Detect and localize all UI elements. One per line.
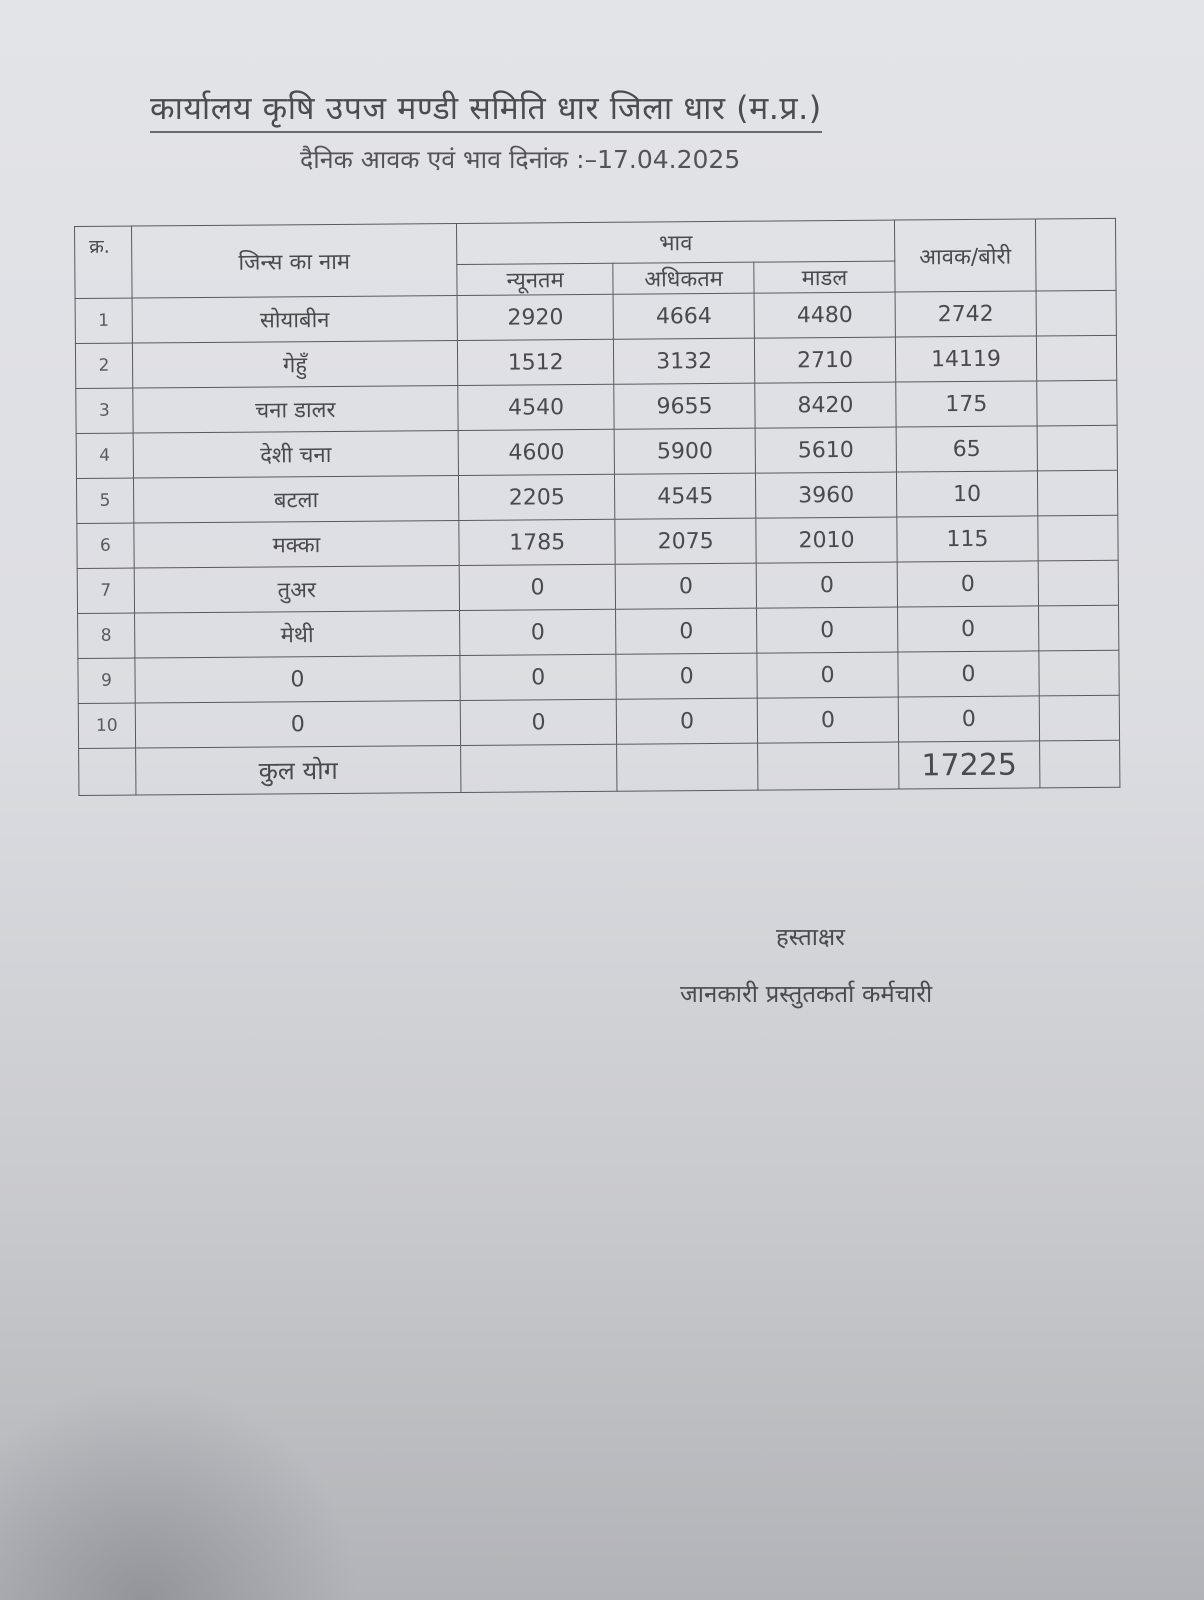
row-sn: 7 xyxy=(77,568,134,613)
total-min-blank xyxy=(461,744,617,792)
total-arrival: 17225 xyxy=(899,741,1040,789)
table-row xyxy=(75,290,1116,343)
total-extra-blank xyxy=(1039,740,1119,788)
row-commodity: 0 xyxy=(135,655,461,703)
row-min-price: 2205 xyxy=(459,474,615,520)
row-sn: 2 xyxy=(75,343,132,388)
row-commodity: देशी चना xyxy=(133,430,459,478)
header-model: माडल xyxy=(754,261,895,293)
table-row xyxy=(75,335,1116,388)
row-min-price: 4600 xyxy=(458,429,614,475)
row-arrival: 10 xyxy=(896,471,1037,517)
row-arrival: 115 xyxy=(897,516,1038,562)
row-max-price: 2075 xyxy=(615,518,756,564)
row-sn: 9 xyxy=(78,658,135,703)
report-subtitle: दैनिक आवक एवं भाव दिनांक :–17.04.2025 xyxy=(300,145,741,174)
row-commodity: चना डालर xyxy=(133,385,459,433)
row-sn: 10 xyxy=(78,703,135,748)
row-max-price: 0 xyxy=(616,608,757,654)
row-commodity: सोयाबीन xyxy=(132,295,458,343)
row-arrival: 0 xyxy=(897,561,1038,607)
table-row xyxy=(76,425,1117,478)
row-sn: 6 xyxy=(77,523,134,568)
row-blank xyxy=(1039,695,1119,741)
row-blank xyxy=(1038,515,1118,561)
signatory-designation: जानकारी प्रस्तुतकर्ता कर्मचारी xyxy=(680,980,933,1008)
row-model-price: 5610 xyxy=(755,427,896,473)
photo-shadow xyxy=(0,1380,360,1600)
table-row xyxy=(78,650,1119,703)
row-commodity: मक्का xyxy=(134,520,460,568)
header-arrival: आवक/बोरी xyxy=(894,219,1035,292)
row-arrival: 0 xyxy=(898,606,1039,652)
row-sn: 4 xyxy=(76,433,133,478)
row-max-price: 0 xyxy=(615,563,756,609)
header-blank xyxy=(1035,218,1116,291)
row-blank xyxy=(1036,335,1116,381)
row-blank xyxy=(1037,380,1117,426)
signature-label: हस्ताक्षर xyxy=(776,923,845,951)
row-min-price: 0 xyxy=(460,699,616,745)
row-blank xyxy=(1038,605,1118,651)
total-label: कुल योग xyxy=(135,745,461,795)
row-max-price: 3132 xyxy=(614,338,755,384)
row-model-price: 2010 xyxy=(756,517,897,563)
row-sn: 5 xyxy=(76,478,133,523)
total-model-blank xyxy=(758,742,899,790)
row-arrival: 14119 xyxy=(895,336,1036,382)
row-min-price: 0 xyxy=(460,609,616,655)
header-max: अधिकतम xyxy=(613,262,754,294)
row-sn: 1 xyxy=(75,298,132,343)
row-arrival: 65 xyxy=(896,426,1037,472)
row-min-price: 4540 xyxy=(458,384,614,430)
table-row xyxy=(78,695,1119,748)
row-commodity: गेहुँ xyxy=(132,340,458,388)
row-min-price: 1512 xyxy=(458,339,614,385)
row-blank xyxy=(1037,425,1117,471)
row-model-price: 3960 xyxy=(756,472,897,518)
row-max-price: 9655 xyxy=(614,383,755,429)
row-min-price: 0 xyxy=(460,654,616,700)
row-model-price: 2710 xyxy=(755,337,896,383)
row-max-price: 0 xyxy=(616,698,757,744)
row-arrival: 175 xyxy=(896,381,1037,427)
row-model-price: 0 xyxy=(757,652,898,698)
row-min-price: 1785 xyxy=(459,519,615,565)
row-commodity: 0 xyxy=(135,700,461,748)
row-blank xyxy=(1037,470,1117,516)
table-row xyxy=(77,515,1118,568)
row-max-price: 5900 xyxy=(614,428,755,474)
row-model-price: 4480 xyxy=(754,292,895,338)
total-max-blank xyxy=(617,743,758,791)
header-commodity-name: जिन्स का नाम xyxy=(131,223,457,298)
header-min: न्यूनतम xyxy=(457,263,613,295)
row-max-price: 4545 xyxy=(615,473,756,519)
table-row xyxy=(76,470,1117,523)
total-row xyxy=(79,740,1120,795)
row-blank xyxy=(1038,560,1118,606)
row-model-price: 0 xyxy=(757,607,898,653)
row-model-price: 0 xyxy=(757,697,898,743)
table-row xyxy=(78,605,1119,658)
row-arrival: 0 xyxy=(898,696,1039,742)
row-commodity: बटला xyxy=(133,475,459,523)
signature-block xyxy=(680,920,932,1010)
rates-table xyxy=(74,218,1120,796)
row-max-price: 4664 xyxy=(613,293,754,339)
row-arrival: 2742 xyxy=(895,291,1036,337)
row-model-price: 0 xyxy=(756,562,897,608)
row-commodity: तुअर xyxy=(134,565,460,613)
row-sn: 8 xyxy=(78,613,135,658)
row-blank xyxy=(1036,290,1116,336)
row-min-price: 2920 xyxy=(457,294,613,340)
row-commodity: मेथी xyxy=(134,610,460,658)
row-arrival: 0 xyxy=(898,651,1039,697)
table-row xyxy=(76,380,1117,433)
row-sn: 3 xyxy=(76,388,133,433)
row-model-price: 8420 xyxy=(755,382,896,428)
table-row xyxy=(77,560,1118,613)
office-title: कार्यालय कृषि उपज मण्डी समिति धार जिला धार (म.प्र.) xyxy=(150,86,822,133)
header-price-group: भाव xyxy=(457,220,895,264)
total-sn-blank xyxy=(79,748,136,795)
row-max-price: 0 xyxy=(616,653,757,699)
row-blank xyxy=(1039,650,1119,696)
header-sn: क्र. xyxy=(75,226,132,298)
row-min-price: 0 xyxy=(459,564,615,610)
